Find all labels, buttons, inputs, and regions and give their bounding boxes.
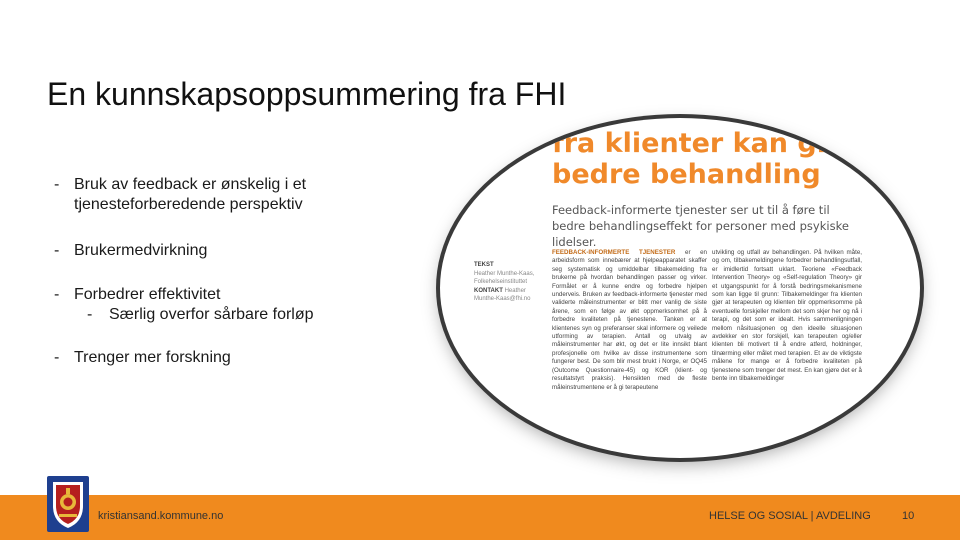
bullet-effektivitet <box>54 285 314 325</box>
footer-department: HELSE OG SOSIAL | AVDELING <box>709 510 871 522</box>
bullet-forskning <box>54 348 231 368</box>
article-clipping <box>440 118 920 458</box>
article-headline <box>552 128 826 190</box>
article-lead: Feedback-informerte tjenester ser ut til å føre til bedre behandlingseffekt for personer med psykiske lidelser. <box>552 203 849 249</box>
byline-tekst-label: TEKST <box>474 262 494 268</box>
bullet-brukermedvirkning <box>54 241 207 261</box>
bullet-dash: - <box>54 242 60 259</box>
article-headline-line1: fra klienter kan gi <box>552 128 826 159</box>
byline-kontakt: Heather Munthe-Kaas@fhi.no <box>474 287 531 302</box>
bullet-feedback <box>54 175 306 215</box>
footer-bar <box>0 495 960 540</box>
byline-tekst: Heather Munthe-Kaas, Folkehelseinstituttet <box>474 270 535 285</box>
footer-url: kristiansand.kommune.no <box>98 510 224 522</box>
bullet-text-continued: tjenesteforberedende perspektiv <box>74 196 303 213</box>
bullet-text: Brukermedvirkning <box>74 242 208 259</box>
page-number: 10 <box>902 510 915 522</box>
kristiansand-coat-of-arms-logo <box>47 476 89 532</box>
article-image <box>440 118 920 458</box>
bullet-text: Trenger mer forskning <box>74 349 231 366</box>
bullet-dash: - <box>54 349 60 366</box>
sub-bullet-dash: - <box>87 306 93 323</box>
sub-bullet <box>54 305 314 325</box>
article-byline <box>474 261 546 304</box>
bullet-dash: - <box>54 286 60 303</box>
bullet-text: Forbedrer effektivitet <box>74 286 221 303</box>
article-column-1 <box>552 249 707 392</box>
byline-kontakt-label: KONTAKT <box>474 287 503 294</box>
article-column-2: utvikling og utfall av behandlingen. På hvilken måte, og om, tilbakemeldingene forbedrer behandlingsutfall, er imidlertid fortsatt uklart. Teoriene «Feedback Intervention Theory» og «Self-regulation Theory» gir et utgangspunkt for å forstå bedringsmekanismene som kan ligge til grunn: Tilbakemeldinger fra klienten gjør at terapeuten og klienten blir oppmerksomme på eventuelle forskjeller mellom det som skjer her og nå i terapi, og det som er idealt. Hvis sammenligningen mellom nåsituasjonen og den ideelle situasjonen avdekker en stor forskjell, kan terapeuten og/eller klienten bli motivert til å endre atferd, holdninger, tilnærming eller målet med terapien. Et av de viktigste målene for mange er å forbedre kvaliteten på tjenestene som trenger det mest. En kan gjøre det er å bente inn tilbakemeldinger <box>712 249 862 383</box>
article-column-1-text: er en arbeidsform som innebærer at hjelpeapparatet skaffer seg systematisk og umiddelbar tilbakemelding fra brukerne på hvordan behandlingen passer og virker. Formålet er å kunne endre og forbedre hjelpen underveis. Bruken av feedback-informerte tjenester med validerte måleinstrumenter er blitt mer vanlig de siste årene, som en følge av økt oppmerksomhet på å forbedre kvaliteten på tjenestene. Tanken er at klientenes syn og preferanser skal informere og veilede utforming av terapien. Antall og utvalg av måleinstrumenter har økt, og det er lite innsikt blant profesjonelle om hvilke av disse instrumentene som fungerer best. De som blir mest brukt i Norge, er OQ45 (Outcome Questionnaire-45) og KOR (klient- og resultatstyrt praksis). Hensikten med de fleste måleinstrumentene er å gi terapeutene <box>552 249 707 391</box>
bullet-dash: - <box>54 176 60 193</box>
slide-title: En kunnskapsoppsummering fra FHI <box>47 76 567 112</box>
bullet-text: Bruk av feedback er ønskelig i et <box>74 176 307 193</box>
article-headline-line2: bedre behandling <box>552 159 821 190</box>
sub-bullet-text: Særlig overfor sårbare forløp <box>109 306 314 323</box>
article-column-heading: FEEDBACK-INFORMERTE TJENESTER <box>552 249 676 256</box>
